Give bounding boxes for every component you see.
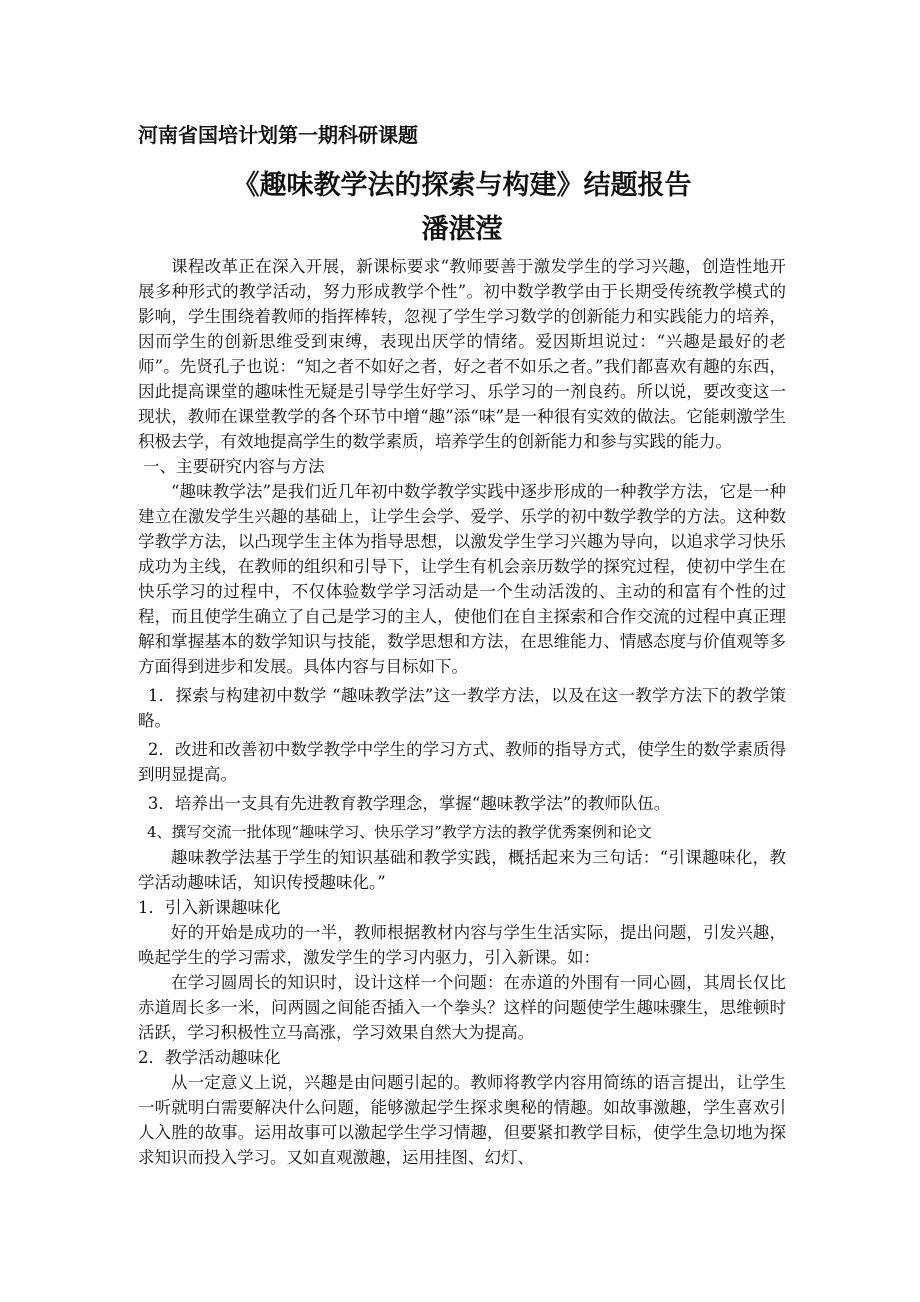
document-author: 潘湛滢	[421, 214, 503, 245]
intro-paragraph: 课程改革正在深入开展，新课标要求“教师要善于激发学生的学习兴趣，创造性地开展多种形式的教学活动，努力形成教学个性”。初中数学教学由于长期受传统教学模式的影响，学生围绕着教师的指挥棒转，忽视了学生学习数学的创新能力和实践能力的培养，因而学生的创新思维受到束缚，表现出厌学的情绪。爱因斯坦说过：“兴趣是最好的老师”。先贤孔子也说：“知之者不如好之者，好之者不如乐之者。”我们都喜欢有趣的东西，因此提高课堂的趣味性无疑是引导学生好学习、乐学习的一剂良药。所以说，要改变这一现状，教师在课堂教学的各个环节中增“趣”添“味”是一种很有实效的做法。它能刺激学生积极去学，有效地提高学生的数学素质，培养学生的创新能力和参与实践的能力。	[138, 257, 786, 451]
method-paragraph: “趣味教学法”是我们近几年初中数学教学实践中逐步形成的一种教学方法，它是一种建立在激发学生兴趣的基础上，让学生会学、爱学、乐学的初中数学教学的方法。这种数学教学方法，以凸现学生主体为指导思想，以激发学生学习兴趣为导向，以追求学习快乐成功为主线，在教师的组织和引导下，让学生有机会亲历数学的探究过程，使初中学生在快乐学习的过程中，不仅体验数学学习活动是一个生动活泼的、主动的和富有个性的过程，而且使学生确立了自己是学习的主人，使他们在自主探索和合作交流的过程中真正理解和掌握基本的数学知识与技能，数学思想和方法，在思维能力、情感态度与价值观等多方面得到进步和发展。具体内容与目标如下。	[138, 482, 786, 676]
document-body	[138, 120, 786, 1170]
document-title: 《趣味教学法的探索与构建》结题报告	[232, 170, 692, 201]
goal-item-3: 3．培养出一支具有先进教育教学理念，掌握“趣味教学法”的教师队伍。	[147, 794, 671, 813]
document-subtitle: 河南省国培计划第一期科研课题	[138, 123, 418, 147]
intro-lesson-paragraph: 好的开始是成功的一半，教师根据教材内容与学生生活实际，提出问题，引发兴趣，唤起学生的学习需求，激发学生的学习内驱力，引入新课。如：	[138, 923, 786, 967]
summary-paragraph: 趣味教学法基于学生的知识基础和教学实践，概括起来为三句话：“引课趣味化，教学活动趣味话，知识传授趣味化。”	[138, 848, 786, 892]
teaching-activity-paragraph: 从一定意义上说，兴趣是由问题引起的。教师将教学内容用简练的语言提出，让学生一听就明白需要解决什么问题，能够激起学生探求奥秘的情趣。如故事激趣，学生喜欢引人入胜的故事。运用故事可以激起学生学习情趣，但要紧扣教学目标，使学生急切地为探求知识而投入学习。又如直观激趣，运用挂图、幻灯、	[138, 1073, 786, 1167]
goal-item-1: 1．探索与构建初中数学 “趣味教学法”这一教学方法，以及在这一教学方法下的教学策略。	[138, 686, 786, 730]
goal-item-2: 2．改进和改善初中数学教学中学生的学习方式、教师的指导方式，使学生的数学素质得到明显提高。	[138, 740, 786, 784]
subheading-teaching-activity: 2．教学活动趣味化	[138, 1048, 281, 1067]
goal-item-4: 4、撰写交流一批体现“趣味学习、快乐学习”教学方法的教学优秀案例和论文	[147, 823, 652, 841]
section-heading-1: 一、主要研究内容与方法	[142, 457, 325, 476]
example-paragraph: 在学习圆周长的知识时，设计这样一个问题：在赤道的外围有一同心圆，其周长仅比赤道周长多一米，问两圆之间能否插入一个拳头？这样的问题使学生趣味骤生，思维顿时活跃，学习积极性立马高涨，学习效果自然大为提高。	[138, 973, 786, 1042]
subheading-intro-lesson: 1．引入新课趣味化	[138, 898, 281, 917]
